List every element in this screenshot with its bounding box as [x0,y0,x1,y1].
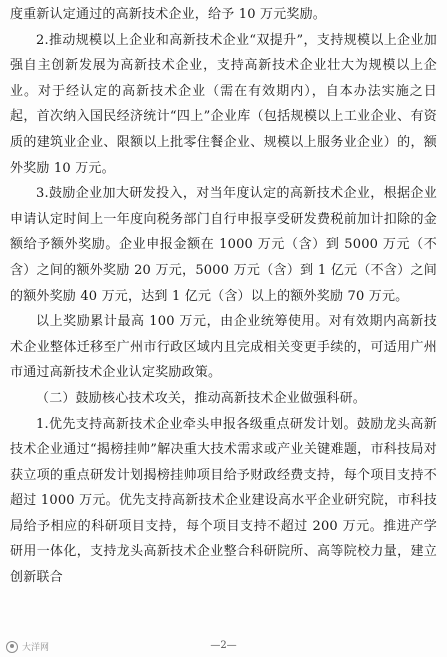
watermark-text: 大洋网 [22,643,50,653]
watermark-logo-icon [6,641,18,653]
section-heading: （二）鼓励核心技术攻关，推动高新技术企业做强科研。 [36,390,367,406]
paragraph-reward-cap: 以上奖励累计最高 100 万元，由企业统筹使用。对有效期内高新技术企业整体迁移至广州市行政区域内且完成相关变更手续的，可适用广州市通过高新技术企业认定奖励政策。 [10,314,437,381]
document-body [10,2,437,591]
watermark [6,640,49,653]
paragraph-continuation: 度重新认定通过的高新技术企业，给予 10 万元奖励。 [10,7,327,22]
page-number: —2— [210,640,237,651]
paragraph-item-3: 3.鼓励企业加大研发投入，对当年度认定的高新技术企业，根据企业申请认定时间上一年度向税务部门自行申报享受研发费税前加计扣除的金额给予额外奖励。企业申报金额在 1000 万元（含）到 5000 万元（不含）之间的额外奖励 20 万元，5000 万元（含）到 1 亿元（不含）之间的额外奖励 40 万元，达到 1 亿元（含）以上的额外奖励 70 万元。 [10,186,437,304]
paragraph-item-1: 1.优先支持高新技术企业牵头申报各级重点研发计划。鼓励龙头高新技术企业通过“揭榜挂帅”解决重大技术需求或产业关键难题，市科技局对获立项的重点研发计划揭榜挂帅项目给予财政经费支持，每个项目支持不超过 1000 万元。优先支持高新技术企业建设高水平企业研究院，市科技局给予相应的科研项目支持，每个项目支持不超过 200 万元。推进产学研用一体化，支持龙头高新技术企业整合科研院所、高等院校力量，建立创新联合 [10,416,437,586]
paragraph-item-2: 2.推动规模以上企业和高新技术企业“双提升”，支持规模以上企业加强自主创新发展为高新技术企业，支持高新技术企业壮大为规模以上企业。对于经认定的高新技术企业（需在有效期内），自本办法实施之日起，首次纳入国民经济统计“四上”企业库（包括规模以上工业企业、有资质的建筑业企业、限额以上批零住餐企业、规模以上服务业企业）的，额外奖励 10 万元。 [10,32,437,176]
